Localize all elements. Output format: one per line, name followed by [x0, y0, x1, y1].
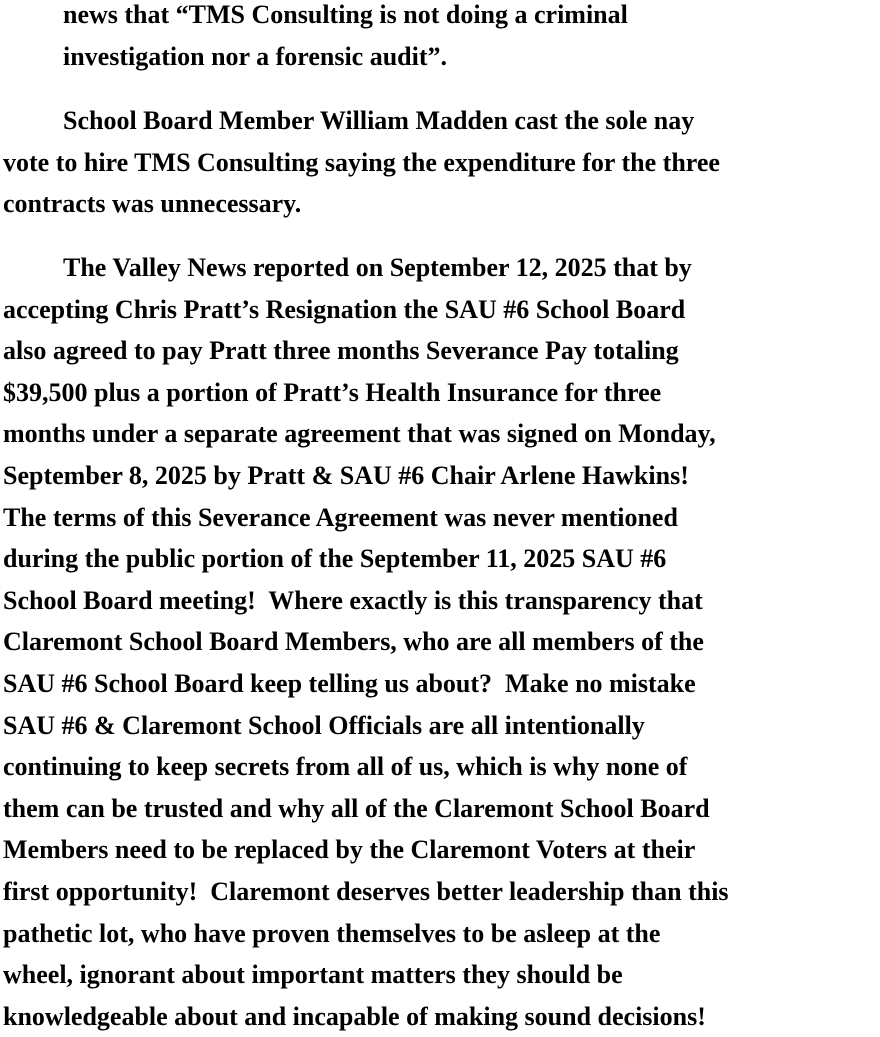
text-line: months under a separate agreement that was signed on Monday,	[3, 419, 716, 449]
text-line: SAU #6 & Claremont School Officials are all intentionally	[3, 710, 645, 740]
text-line: School Board Member William Madden cast the sole nay	[63, 106, 695, 135]
paragraph-quote-continuation	[3, 0, 628, 77]
paragraph-madden-vote	[3, 100, 720, 225]
text-line: School Board meeting! Where exactly is this transparency that	[3, 585, 703, 615]
text-line: pathetic lot, who have proven themselves to be asleep at the	[3, 918, 661, 948]
text-line: Members need to be replaced by the Claremont Voters at their	[3, 835, 696, 865]
text-line: continuing to keep secrets from all of us, which is why none of	[3, 752, 688, 782]
text-line: first opportunity! Claremont deserves better leadership than this	[3, 876, 729, 906]
text-line: also agreed to pay Pratt three months Severance Pay totaling	[3, 336, 679, 366]
text-line: The terms of this Severance Agreement was never mentioned	[3, 502, 678, 532]
text-line: The Valley News reported on September 12, 2025 that by	[63, 253, 692, 282]
text-line: investigation nor a forensic audit”.	[63, 41, 448, 71]
paragraph-severance-report	[3, 247, 729, 1037]
text-line: wheel, ignorant about important matters they should be	[3, 960, 623, 990]
text-line: September 8, 2025 by Pratt & SAU #6 Chair Arlene Hawkins!	[3, 460, 689, 490]
text-line: vote to hire TMS Consulting saying the expenditure for the three	[3, 147, 720, 177]
text-line: Claremont School Board Members, who are all members of the	[3, 627, 704, 657]
text-line: them can be trusted and why all of the Claremont School Board	[3, 793, 710, 823]
text-line: knowledgeable about and incapable of making sound decisions!	[3, 1001, 706, 1031]
text-line: during the public portion of the September 11, 2025 SAU #6	[3, 544, 667, 574]
text-line: accepting Chris Pratt’s Resignation the SAU #6 School Board	[3, 294, 686, 324]
text-line: contracts was unnecessary.	[3, 189, 302, 219]
text-line: SAU #6 School Board keep telling us about? Make no mistake	[3, 668, 696, 698]
text-line: news that “TMS Consulting is not doing a criminal	[63, 0, 628, 29]
text-line: $39,500 plus a portion of Pratt’s Health Insurance for three	[3, 377, 662, 407]
